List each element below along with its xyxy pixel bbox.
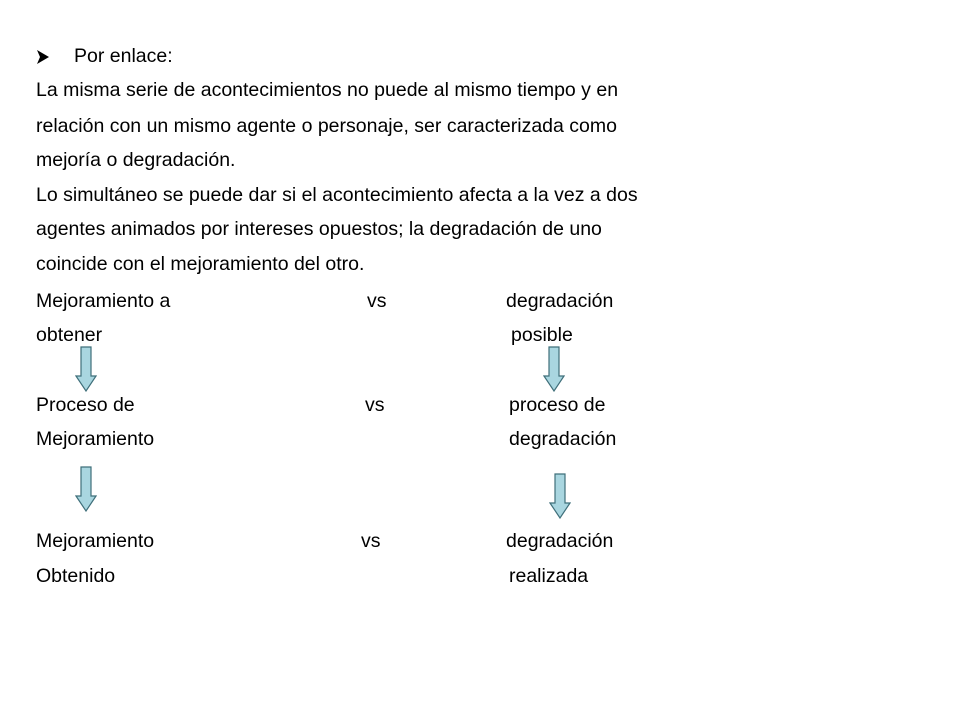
comparison-left: Mejoramiento a [36, 290, 171, 312]
comparison-right: degradación [506, 530, 614, 552]
down-arrow-icon [75, 466, 97, 512]
down-arrow-icon [543, 346, 565, 392]
comparison-right: degradación [509, 428, 617, 450]
comparison-left: Mejoramiento [36, 428, 155, 450]
heading-text: Por enlace: [74, 45, 173, 67]
comparison-right: degradación [506, 290, 614, 312]
arrowhead-bullet-icon [36, 49, 50, 65]
comparison-right: proceso de [509, 394, 606, 416]
paragraph-line: relación con un mismo agente o personaje, ser caracterizada como [36, 115, 617, 137]
comparison-left: Proceso de [36, 394, 135, 416]
paragraph-line: Lo simultáneo se puede dar si el acontecimiento afecta a la vez a dos [36, 184, 638, 206]
comparison-vs: vs [365, 394, 385, 416]
comparison-left: Mejoramiento [36, 530, 155, 552]
paragraph-line: agentes animados por intereses opuestos; la degradación de uno [36, 218, 602, 240]
comparison-left: Obtenido [36, 565, 116, 587]
paragraph-line: mejoría o degradación. [36, 149, 236, 171]
bullet-heading [36, 45, 173, 68]
paragraph-line: La misma serie de acontecimientos no puede al mismo tiempo y en [36, 79, 619, 101]
comparison-left: obtener [36, 324, 103, 346]
comparison-vs: vs [367, 290, 387, 312]
comparison-vs: vs [361, 530, 381, 552]
down-arrow-icon [549, 473, 571, 519]
paragraph-line: coincide con el mejoramiento del otro. [36, 253, 365, 275]
down-arrow-icon [75, 346, 97, 392]
comparison-right: realizada [509, 565, 589, 587]
comparison-right: posible [511, 324, 573, 346]
